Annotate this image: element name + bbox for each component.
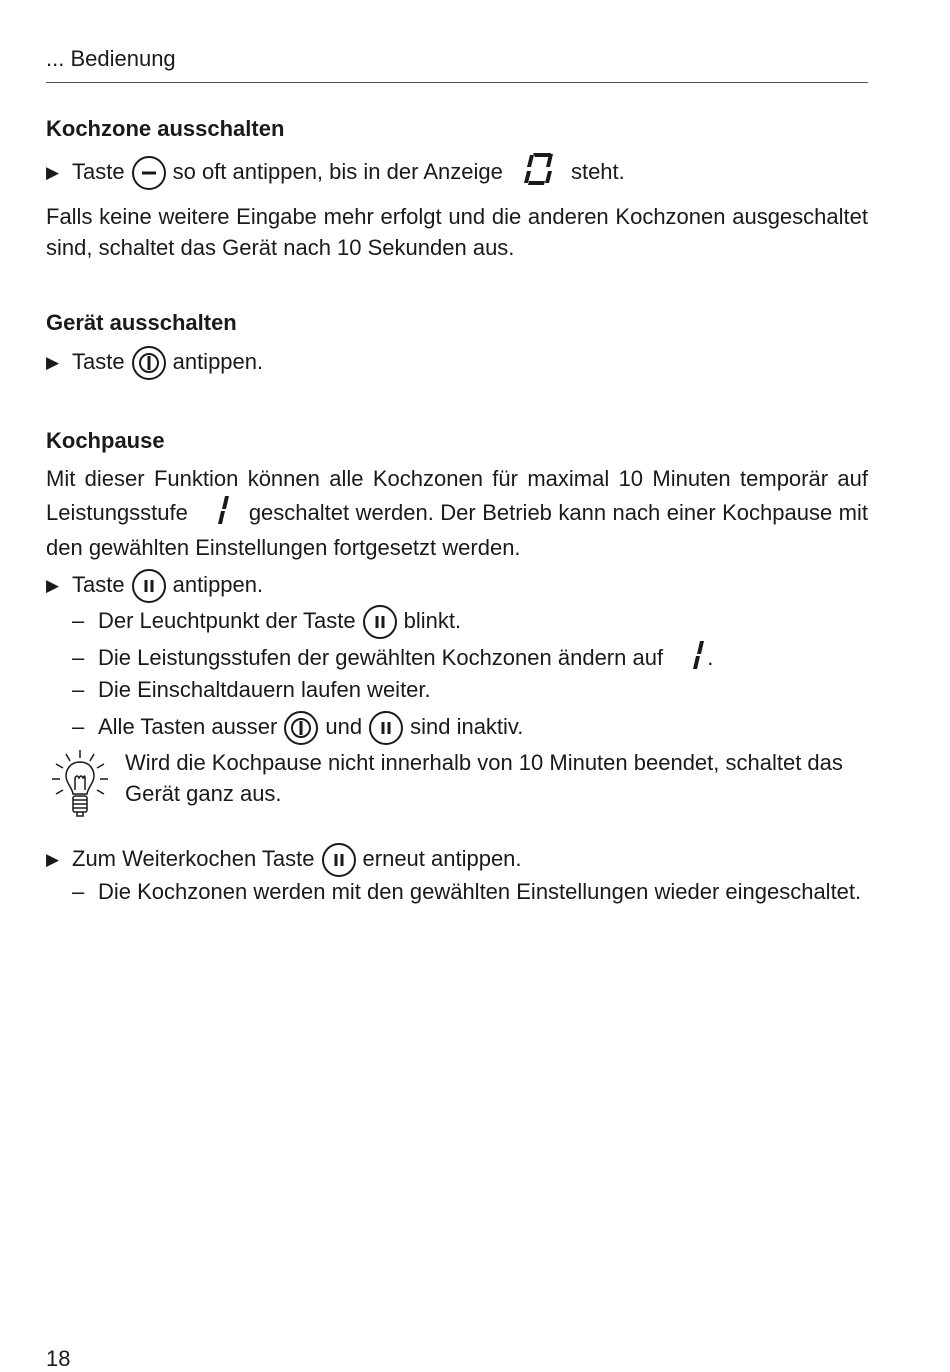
step-kochpause: [46, 568, 263, 604]
seven-segment-one-icon: [216, 495, 230, 534]
power-button-icon: [283, 710, 319, 746]
result-item-einschaltdauern: [72, 675, 431, 705]
dash-bullet: –: [72, 713, 85, 739]
step-text: erneut antippen.: [362, 845, 522, 871]
page-number: 18: [46, 1346, 71, 1371]
result-text: Alle Tasten ausser: [98, 713, 278, 739]
paragraph-auto-off: Falls keine weitere Eingabe mehr erfolgt und die anderen Kochzonen ausgeschaltet sind, schaltet das Gerät nach 10 Sekunden aus.: [46, 204, 868, 260]
seven-segment-zero-icon: [523, 151, 557, 195]
paragraph-text: Mit dieser Funktion können alle Kochzonen für maximal 10 Minuten temporär auf Leistungsstufe: [46, 466, 868, 525]
heading-kochpause: Kochpause: [46, 428, 165, 453]
play-bullet-icon: ▶: [46, 575, 60, 595]
breadcrumb: ... Bedienung: [46, 46, 176, 71]
result-text: Die Leistungsstufen der gewählten Kochzonen ändern auf: [98, 644, 664, 670]
result-text: Die Kochzonen werden mit den gewählten Einstellungen wieder eingeschaltet.: [98, 879, 862, 904]
heading-kochzone-ausschalten: Kochzone ausschalten: [46, 116, 285, 141]
step-weiterkochen: [46, 842, 522, 878]
paragraph-kochpause: [46, 464, 868, 564]
step-geraet-ausschalten: [46, 345, 263, 381]
step-text: antippen.: [172, 571, 264, 597]
play-bullet-icon: ▶: [46, 849, 60, 869]
step-text: antippen.: [172, 348, 264, 374]
step-text: Zum Weiterkochen Taste: [72, 845, 315, 871]
running-header: [46, 46, 868, 83]
step-text: Taste: [72, 158, 125, 184]
play-bullet-icon: ▶: [46, 162, 60, 182]
result-text: blinkt.: [403, 607, 462, 633]
tip-text: Wird die Kochpause nicht innerhalb von 10 Minuten beendet, schaltet das Gerät ganz aus.: [125, 750, 843, 806]
dash-bullet: –: [72, 879, 85, 904]
result-text: und: [325, 713, 363, 739]
step-kochzone-ausschalten: [46, 151, 625, 195]
dash-bullet: –: [72, 677, 85, 702]
step-text: so oft antippen, bis in der Anzeige: [172, 158, 503, 184]
result-text: Der Leuchtpunkt der Taste: [98, 607, 356, 633]
paragraph-text: geschaltet werden. Der Betrieb kann nach einer Kochpause mit den gewählten Einstellungen fortgesetzt werden.: [46, 499, 868, 560]
step-text: steht.: [570, 158, 625, 184]
pause-button-icon: [131, 568, 167, 604]
dash-bullet: –: [72, 607, 85, 633]
pause-button-icon: [368, 710, 404, 746]
pause-button-icon: [362, 604, 398, 640]
result-text: .: [707, 644, 714, 670]
minus-button-icon: [131, 155, 167, 191]
seven-segment-one-icon: [691, 640, 705, 678]
result-item-tasten-inaktiv: [72, 710, 523, 746]
step-text: Taste: [72, 348, 125, 374]
result-item-leistungsstufen: [72, 640, 713, 678]
power-button-icon: [131, 345, 167, 381]
dash-bullet: –: [72, 644, 85, 670]
lightbulb-tip-icon: [48, 748, 114, 828]
result-text: sind inaktiv.: [410, 713, 524, 739]
pause-button-icon: [321, 842, 357, 878]
play-bullet-icon: ▶: [46, 352, 60, 372]
heading-geraet-ausschalten: Gerät ausschalten: [46, 310, 237, 335]
result-item-leuchtpunkt: [72, 604, 461, 640]
result-text: Die Einschaltdauern laufen weiter.: [98, 677, 431, 702]
step-text: Taste: [72, 571, 125, 597]
